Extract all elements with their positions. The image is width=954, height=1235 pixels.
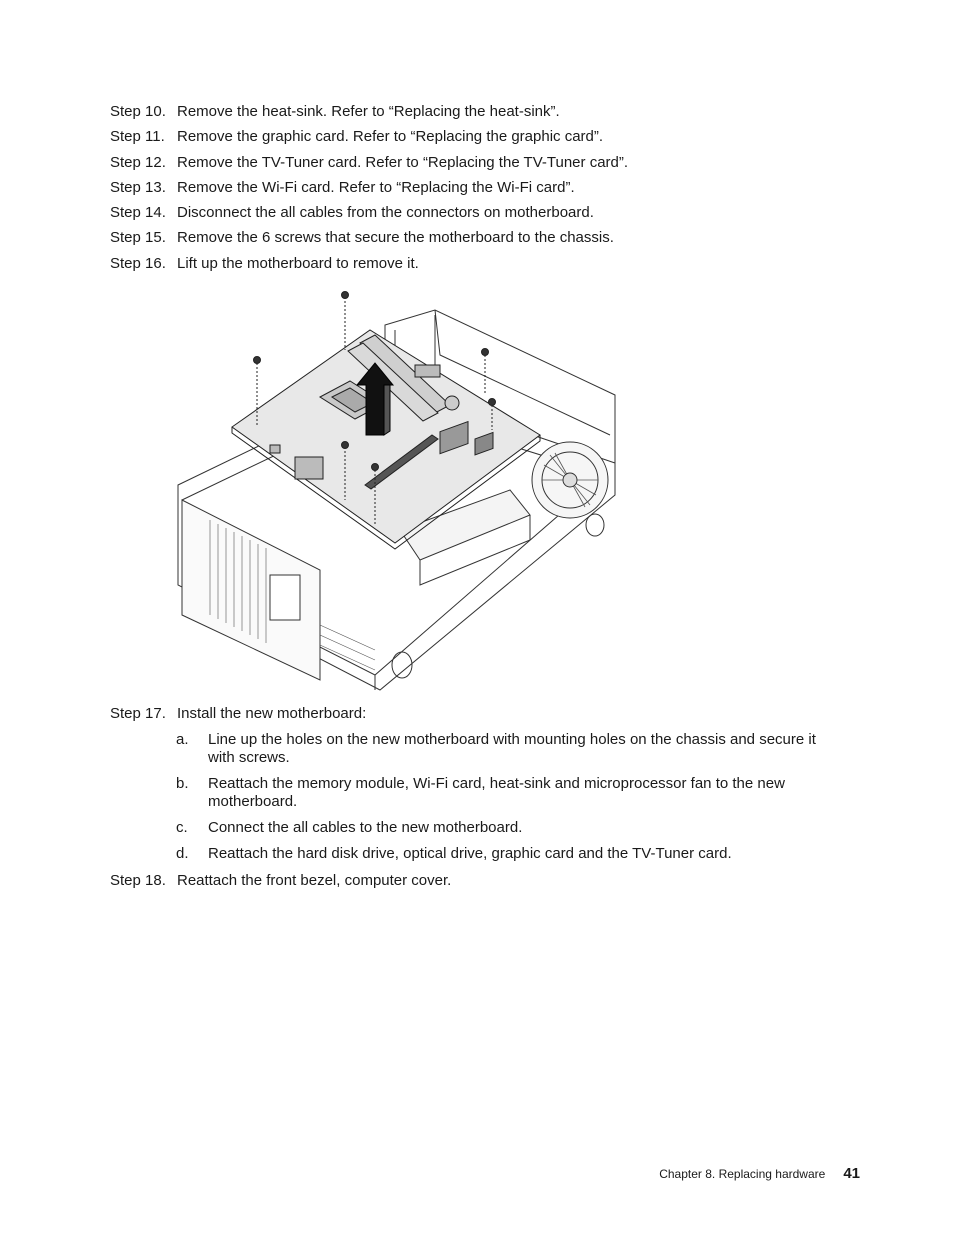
step-label: Step 18. xyxy=(110,872,166,889)
substep-text: Connect the all cables to the new motherboard. xyxy=(208,819,523,836)
step-text: Disconnect the all cables from the connectors on motherboard. xyxy=(177,204,594,221)
screw xyxy=(342,292,349,299)
substep-text: Reattach the hard disk drive, optical drive, graphic card and the TV-Tuner card. xyxy=(208,845,732,862)
io-connector xyxy=(415,365,440,377)
screw xyxy=(342,442,349,449)
step-10 xyxy=(110,103,560,121)
step-18 xyxy=(110,872,451,890)
motherboard-removal-illustration xyxy=(170,285,630,700)
substep-b xyxy=(176,775,846,811)
step-16 xyxy=(110,255,419,273)
step-text: Remove the graphic card. Refer to “Replacing the graphic card”. xyxy=(177,128,604,145)
step-15 xyxy=(110,229,614,247)
step-text: Remove the Wi-Fi card. Refer to “Replacing the Wi-Fi card”. xyxy=(177,179,575,196)
step-text: Remove the heat-sink. Refer to “Replacing the heat-sink”. xyxy=(177,103,560,120)
step-label: Step 11. xyxy=(110,128,165,145)
step-14 xyxy=(110,204,594,222)
substep-text: Reattach the memory module, Wi-Fi card, heat-sink and microprocessor fan to the new motherboard. xyxy=(208,775,785,810)
step-label: Step 17. xyxy=(110,705,166,722)
step-label: Step 12. xyxy=(110,154,166,171)
substep-marker: b. xyxy=(176,775,189,792)
substep-text: Line up the holes on the new motherboard with mounting holes on the chassis and secure it with screws. xyxy=(208,731,816,766)
page-number: 41 xyxy=(843,1165,860,1182)
step-13 xyxy=(110,179,575,197)
substep-c xyxy=(176,819,846,837)
step-text: Install the new motherboard: xyxy=(177,705,367,722)
step-label: Step 14. xyxy=(110,204,166,221)
step-text: Remove the TV-Tuner card. Refer to “Replacing the TV-Tuner card”. xyxy=(177,154,629,171)
substep-marker: d. xyxy=(176,845,189,862)
power-connector xyxy=(295,457,323,479)
step-12 xyxy=(110,154,628,172)
step-text: Lift up the motherboard to remove it. xyxy=(177,255,419,272)
screw xyxy=(489,399,496,406)
screw xyxy=(372,464,379,471)
step-label: Step 10. xyxy=(110,103,166,120)
substep-d xyxy=(176,845,846,863)
chassis-foot xyxy=(586,514,604,536)
step-label: Step 16. xyxy=(110,255,166,272)
step-label: Step 13. xyxy=(110,179,166,196)
substep-marker: c. xyxy=(176,819,188,836)
step-text: Reattach the front bezel, computer cover. xyxy=(177,872,452,889)
step-label: Step 15. xyxy=(110,229,166,246)
step-11 xyxy=(110,128,603,146)
substep-marker: a. xyxy=(176,731,189,748)
page-footer xyxy=(560,1165,860,1182)
cmos-battery xyxy=(445,396,459,410)
screw xyxy=(482,349,489,356)
step-17 xyxy=(110,705,366,723)
substep-a xyxy=(176,731,846,767)
screw xyxy=(254,357,261,364)
step-text: Remove the 6 screws that secure the motherboard to the chassis. xyxy=(177,229,614,246)
chapter-title: Chapter 8. Replacing hardware xyxy=(659,1167,826,1181)
